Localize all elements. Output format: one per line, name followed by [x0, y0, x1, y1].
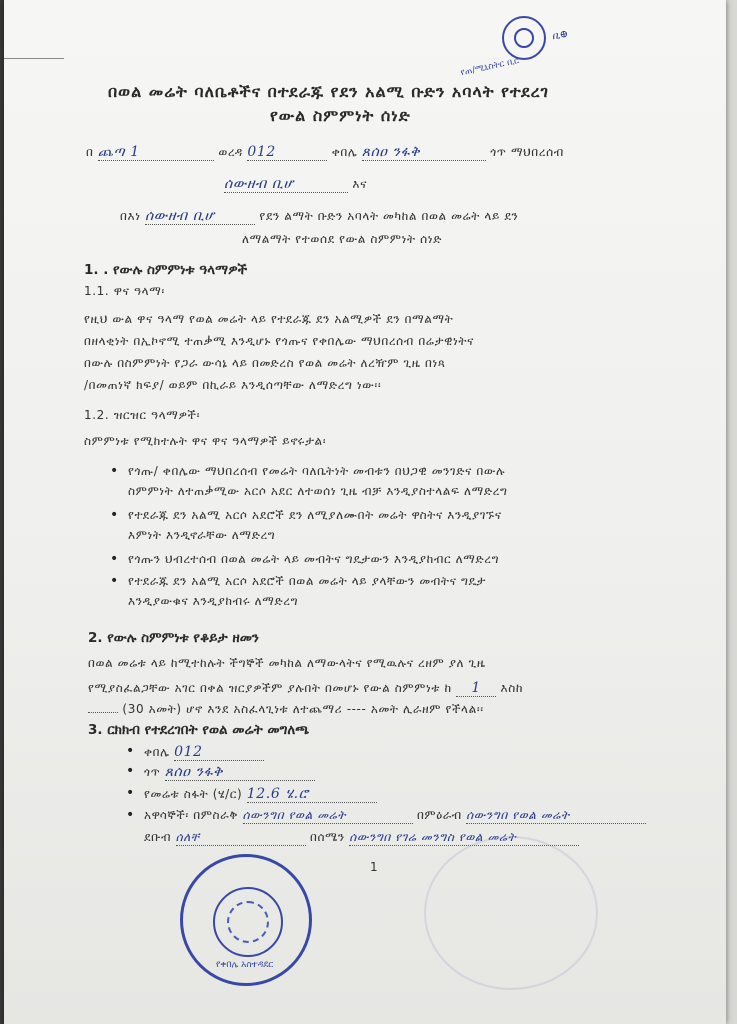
s1-2-bullet: • የተደራጁ ደን አልሚ አርሶ አደሮች በወል መሬት ላይ ያላቸውን መብትና ግዴታ: [128, 574, 486, 589]
s3-kebele-row: [144, 744, 264, 761]
s1-2-bullet-cont: እንዲያውቁና እንዲያከብሩ ለማድረግ: [128, 594, 299, 608]
s3-got-row: [144, 764, 315, 781]
s3-neighbors-label: አዋሳኞች፡ በምስራቅ: [144, 808, 239, 822]
s3-got-label: ጎጥ: [144, 765, 161, 779]
intro-prefix-1: በ: [86, 145, 94, 159]
s2-line-3-text: (30 አመት) ሆኖ እንደ አስፈላጊነቱ ለተጨማሪ ---- አመት ሊራዘም የችላል፡፡: [122, 702, 484, 716]
intro-line-1: [86, 144, 564, 161]
s2-until: እስከ: [500, 681, 524, 695]
document-sheet: [4, 0, 726, 1024]
section-1-2-heading: 1.2. ዝርዝር ዓላማዎች፡: [84, 408, 201, 422]
s3-kebele-field: 012: [174, 744, 264, 761]
intro-line-3-suffix: የደን ልማት ቡድን አባላት መካከል በወል መሬት ላይ ደን: [259, 209, 519, 223]
top-left-mark: [4, 58, 64, 59]
top-stamp-text: የጠ/ሚኒስትር ቢሮ: [459, 55, 521, 79]
s3-west-field: ሰውንግበ የወል መሬት: [466, 808, 646, 824]
s1-2-bullet-cont: እምነት እንዲኖራቸው ለማድረግ: [128, 528, 276, 542]
duration-end-field: [88, 712, 118, 713]
section-2-heading: 2. የውሉ ስምምነቱ የቆይታ ዘመን: [88, 630, 259, 646]
s2-line-3: [88, 702, 484, 717]
s3-east-field: ሰውንግበ የወል መሬት: [243, 808, 413, 824]
top-stamp-handwriting: ቢ⊕: [551, 28, 570, 43]
section-1-2-intro: ስምምነቱ የሚከተሉት ዋና ዋና ዓላማዎች ይኖሩታል፡: [84, 434, 327, 448]
s3-west-label: በምዕራብ: [416, 808, 462, 822]
s1-2-bullet: • የተደራጁ ደን አልሚ አርሶ አደሮች ደን ለሚያለሙበት መሬት ዋስትና እንዲያገኙና: [128, 508, 502, 523]
s2-line: በወል መሬቱ ላይ ከሚተከሉት ችግኞች መካከል ለማውላትና የሚዉሉና ረዘም ያለ ጊዜ: [88, 656, 486, 670]
s3-south-field: ሰለቸ: [176, 830, 306, 846]
intro-line-4: ለማልማት የተወሰደ የውል ስምምነት ሰነድ: [242, 232, 442, 246]
intro-woreda-label: ወረዳ: [218, 145, 243, 159]
duration-start-field: 1: [456, 680, 496, 697]
s1-1-line: የዚህ ውል ዋና ዓላማ የወል መሬት ላይ የተደራጁ ደን አልሚዎች ደን በማልማት: [84, 312, 454, 326]
intro-got-suffix: ጎጥ ማህበረሰብ: [490, 145, 564, 159]
s3-north-label: በሰሜን: [309, 830, 345, 844]
official-stamp-text: የቀበሌ አስተዳደር: [216, 960, 274, 970]
kebele-name-field: ጸሰዐ ንፋቅ: [362, 144, 486, 161]
s3-kebele-label: ቀበሌ: [144, 745, 170, 759]
intro-kebele-label: ቀበሌ: [331, 145, 358, 159]
s3-neighbors-row: [144, 808, 646, 824]
woreda-field: 012: [247, 144, 327, 161]
s3-got-field: ጸሰዐ ንፋቅ: [165, 764, 315, 781]
faint-stamp: [424, 836, 598, 990]
s1-2-bullet: • የጎጡን ህብረተሰብ በወል መሬት ላይ መብትና ግዴታውን እንዲያከብር ለማድረግ: [128, 552, 499, 567]
group-name-field: ሰውዘብ ቢሆ: [145, 208, 255, 225]
title-line-2: የውል ስምምነት ሰነድ: [270, 106, 411, 125]
s2-line-2-text: የሚያስፈልጋቸው አገር በቀል ዝርያዎችም ያሉበት በመሆኑ የውል ስምምነቱ ከ: [88, 681, 452, 695]
page-number: 1: [370, 860, 379, 874]
s3-north-field: ሰውንግበ የገሬ መንግስ የወል መሬት: [349, 830, 579, 846]
section-1-heading: 1. . የውሉ ስምምነቱ ዓላማዎች: [84, 262, 248, 278]
top-stamp: [502, 16, 546, 60]
section-3-heading: 3. ርክክብ የተደረገበት የወል መሬት መግለጫ: [88, 722, 310, 738]
s1-1-line: በዘላቂነት በኢኮኖሚ ተጠቃሚ እንዲሆኑ የጎጡና የቀበሌው ማህበረሰብ በሬታዊነትና: [84, 334, 474, 348]
intro-line-2: [224, 176, 367, 193]
s3-area-row: [144, 786, 377, 803]
s3-area-label: የመሬቱ ስፋት (ሄ/ር): [144, 787, 243, 801]
zone-name-field: ጨጣ 1: [98, 144, 214, 161]
intro-prefix-2: በእነ: [120, 209, 141, 223]
s1-1-line: በውሉ በስምምነት የጋራ ውሳኔ ላይ በመድረስ የወል መሬት ለረዥም ጊዜ በነጻ: [84, 356, 446, 370]
intro-and: እና: [352, 177, 368, 191]
section-1-1-heading: 1.1. ዋና ዓላማ፡: [84, 284, 165, 298]
s3-south-label: ደቡብ: [144, 830, 172, 844]
title-line-1: በወል መሬት ባለቤቶችና በተደራጁ የደን አልሚ ቡድን አባላት የተደረገ: [108, 82, 549, 101]
s1-2-bullet-cont: ስምምነት ለተጠቃሚው አርሶ አደር ለተወሰነ ጊዜ ብቻ እንዲያስተላልፍ ለማድረግ: [128, 484, 508, 498]
intro-line-3: [120, 208, 518, 225]
s2-line-2: [88, 680, 523, 697]
community-name-field: ሰውዘብ ቢሆ: [224, 176, 348, 193]
s3-area-field: 12.6 ሄ.ሮ: [247, 786, 377, 803]
s1-1-line: /በመጠነኛ ክፍያ/ ወይም በኪራይ እንዲሰጣቸው ለማድረግ ነው፡፡: [84, 378, 382, 392]
s1-2-bullet: • የጎጡ/ ቀበሌው ማህበረሰብ የመሬት ባለቤትነት መብቱን በህጋዊ መንገድና በውሉ: [128, 464, 505, 479]
